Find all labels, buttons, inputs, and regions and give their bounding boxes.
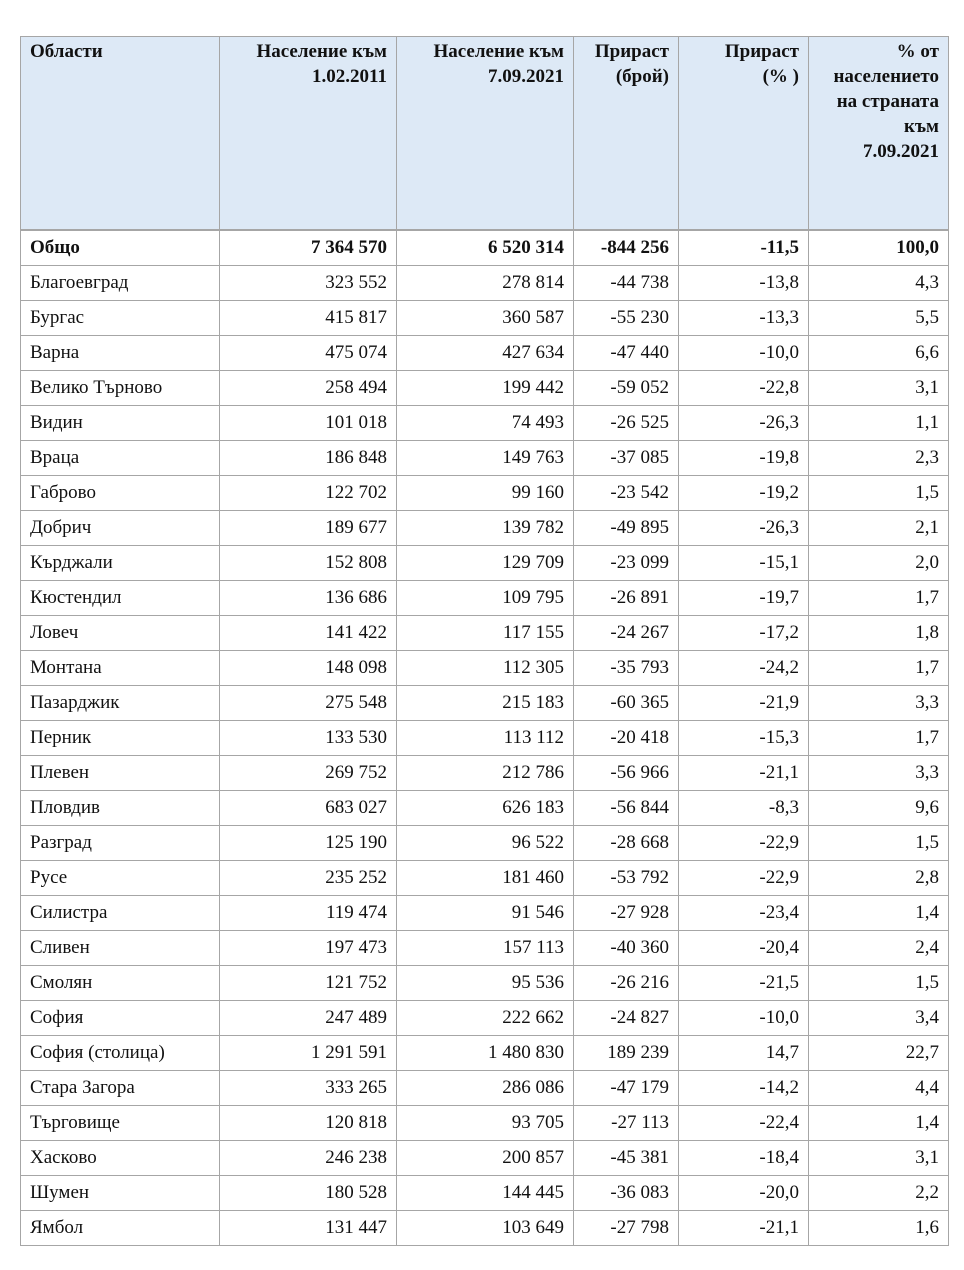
- table-row: [21, 336, 949, 371]
- region-name-cell: Ловеч: [21, 616, 220, 651]
- region-name-cell: Враца: [21, 441, 220, 476]
- population-2021-cell: 139 782: [397, 511, 574, 546]
- population-2021-cell: 199 442: [397, 371, 574, 406]
- region-name-cell: Русе: [21, 861, 220, 896]
- growth-count-cell: -24 827: [574, 1001, 679, 1036]
- share-of-country-cell: 1,5: [809, 966, 949, 1001]
- share-of-country-cell: 1,5: [809, 826, 949, 861]
- population-2011-cell: 275 548: [220, 686, 397, 721]
- growth-percent-cell: -23,4: [679, 896, 809, 931]
- growth-percent-cell: -17,2: [679, 616, 809, 651]
- population-2011-cell: 415 817: [220, 301, 397, 336]
- table-row: [21, 301, 949, 336]
- growth-percent-cell: -20,4: [679, 931, 809, 966]
- table-row: [21, 791, 949, 826]
- growth-percent-cell: -26,3: [679, 511, 809, 546]
- region-name-cell: Пазарджик: [21, 686, 220, 721]
- population-2011-cell: 121 752: [220, 966, 397, 1001]
- population-2021-cell: 117 155: [397, 616, 574, 651]
- population-2021-cell: 212 786: [397, 756, 574, 791]
- growth-percent-cell: -19,8: [679, 441, 809, 476]
- table-row: [21, 931, 949, 966]
- population-2011-cell: 683 027: [220, 791, 397, 826]
- region-name-cell: София (столица): [21, 1036, 220, 1071]
- table-header: [21, 37, 949, 231]
- share-of-country-cell: 2,3: [809, 441, 949, 476]
- growth-count-cell: -35 793: [574, 651, 679, 686]
- population-2011-cell: 141 422: [220, 616, 397, 651]
- region-name-cell: Разград: [21, 826, 220, 861]
- header-population-2011: Население към 1.02.2011: [220, 37, 397, 231]
- region-name-cell: Хасково: [21, 1141, 220, 1176]
- total-growth-percent: -11,5: [679, 230, 809, 266]
- table-row: [21, 616, 949, 651]
- share-of-country-cell: 9,6: [809, 791, 949, 826]
- table-row: [21, 651, 949, 686]
- share-of-country-cell: 1,5: [809, 476, 949, 511]
- population-2011-cell: 131 447: [220, 1211, 397, 1246]
- region-name-cell: Добрич: [21, 511, 220, 546]
- growth-percent-cell: -21,1: [679, 756, 809, 791]
- table-row: [21, 966, 949, 1001]
- growth-count-cell: -28 668: [574, 826, 679, 861]
- table-row: [21, 476, 949, 511]
- population-2021-cell: 222 662: [397, 1001, 574, 1036]
- growth-percent-cell: -18,4: [679, 1141, 809, 1176]
- population-2011-cell: 189 677: [220, 511, 397, 546]
- share-of-country-cell: 4,4: [809, 1071, 949, 1106]
- population-2011-cell: 323 552: [220, 266, 397, 301]
- table-row: [21, 1001, 949, 1036]
- population-2011-cell: 197 473: [220, 931, 397, 966]
- growth-count-cell: -56 844: [574, 791, 679, 826]
- share-of-country-cell: 2,2: [809, 1176, 949, 1211]
- share-of-country-cell: 1,4: [809, 896, 949, 931]
- table-row: [21, 896, 949, 931]
- share-of-country-cell: 1,6: [809, 1211, 949, 1246]
- growth-count-cell: -20 418: [574, 721, 679, 756]
- share-of-country-cell: 2,0: [809, 546, 949, 581]
- growth-percent-cell: -22,4: [679, 1106, 809, 1141]
- header-row: [21, 37, 949, 231]
- growth-count-cell: -53 792: [574, 861, 679, 896]
- growth-count-cell: -37 085: [574, 441, 679, 476]
- growth-count-cell: -26 525: [574, 406, 679, 441]
- share-of-country-cell: 2,8: [809, 861, 949, 896]
- population-2021-cell: 286 086: [397, 1071, 574, 1106]
- region-name-cell: Варна: [21, 336, 220, 371]
- table-row: [21, 266, 949, 301]
- table-row: [21, 511, 949, 546]
- growth-percent-cell: -21,1: [679, 1211, 809, 1246]
- population-2021-cell: 1 480 830: [397, 1036, 574, 1071]
- share-of-country-cell: 3,1: [809, 1141, 949, 1176]
- table-row: [21, 1176, 949, 1211]
- region-name-cell: Търговище: [21, 1106, 220, 1141]
- table-row: [21, 756, 949, 791]
- table-row: [21, 721, 949, 756]
- growth-percent-cell: -10,0: [679, 1001, 809, 1036]
- header-growth-count: Прираст (брой): [574, 37, 679, 231]
- share-of-country-cell: 3,3: [809, 686, 949, 721]
- region-name-cell: Силистра: [21, 896, 220, 931]
- table-row: [21, 441, 949, 476]
- growth-percent-cell: -22,9: [679, 861, 809, 896]
- header-share-of-country: % от населението на страната към 7.09.2021: [809, 37, 949, 231]
- total-row: [21, 230, 949, 266]
- growth-percent-cell: -8,3: [679, 791, 809, 826]
- total-population-2021: 6 520 314: [397, 230, 574, 266]
- share-of-country-cell: 3,3: [809, 756, 949, 791]
- region-name-cell: Сливен: [21, 931, 220, 966]
- growth-percent-cell: 14,7: [679, 1036, 809, 1071]
- region-name-cell: Кюстендил: [21, 581, 220, 616]
- growth-percent-cell: -10,0: [679, 336, 809, 371]
- population-2011-cell: 119 474: [220, 896, 397, 931]
- region-name-cell: Перник: [21, 721, 220, 756]
- share-of-country-cell: 3,1: [809, 371, 949, 406]
- population-2011-cell: 258 494: [220, 371, 397, 406]
- population-2011-cell: 152 808: [220, 546, 397, 581]
- share-of-country-cell: 6,6: [809, 336, 949, 371]
- population-2021-cell: 99 160: [397, 476, 574, 511]
- growth-count-cell: -44 738: [574, 266, 679, 301]
- population-2011-cell: 133 530: [220, 721, 397, 756]
- population-2011-cell: 122 702: [220, 476, 397, 511]
- population-2021-cell: 200 857: [397, 1141, 574, 1176]
- population-2011-cell: 136 686: [220, 581, 397, 616]
- population-2021-cell: 626 183: [397, 791, 574, 826]
- growth-percent-cell: -15,1: [679, 546, 809, 581]
- population-2011-cell: 101 018: [220, 406, 397, 441]
- share-of-country-cell: 1,7: [809, 721, 949, 756]
- population-2021-cell: 215 183: [397, 686, 574, 721]
- population-2021-cell: 112 305: [397, 651, 574, 686]
- population-2021-cell: 144 445: [397, 1176, 574, 1211]
- share-of-country-cell: 2,1: [809, 511, 949, 546]
- table-row: [21, 861, 949, 896]
- region-name-cell: Ямбол: [21, 1211, 220, 1246]
- population-2021-cell: 95 536: [397, 966, 574, 1001]
- population-2011-cell: 246 238: [220, 1141, 397, 1176]
- table-body: [21, 230, 949, 1246]
- growth-percent-cell: -26,3: [679, 406, 809, 441]
- growth-count-cell: -60 365: [574, 686, 679, 721]
- growth-percent-cell: -21,9: [679, 686, 809, 721]
- header-growth-percent: Прираст (% ): [679, 37, 809, 231]
- growth-count-cell: -59 052: [574, 371, 679, 406]
- population-2021-cell: 103 649: [397, 1211, 574, 1246]
- region-name-cell: Смолян: [21, 966, 220, 1001]
- growth-percent-cell: -22,9: [679, 826, 809, 861]
- table-row: [21, 686, 949, 721]
- population-2021-cell: 91 546: [397, 896, 574, 931]
- population-2011-cell: 269 752: [220, 756, 397, 791]
- growth-percent-cell: -19,7: [679, 581, 809, 616]
- population-2021-cell: 149 763: [397, 441, 574, 476]
- growth-count-cell: -27 113: [574, 1106, 679, 1141]
- population-2021-cell: 96 522: [397, 826, 574, 861]
- growth-percent-cell: -13,3: [679, 301, 809, 336]
- population-2021-cell: 129 709: [397, 546, 574, 581]
- growth-percent-cell: -24,2: [679, 651, 809, 686]
- growth-count-cell: -45 381: [574, 1141, 679, 1176]
- region-name-cell: Бургас: [21, 301, 220, 336]
- growth-count-cell: -36 083: [574, 1176, 679, 1211]
- table-row: [21, 1211, 949, 1246]
- region-name-cell: Велико Търново: [21, 371, 220, 406]
- growth-count-cell: -26 891: [574, 581, 679, 616]
- population-table: [20, 36, 949, 1246]
- growth-count-cell: -23 099: [574, 546, 679, 581]
- growth-count-cell: -47 179: [574, 1071, 679, 1106]
- total-population-2011: 7 364 570: [220, 230, 397, 266]
- population-2021-cell: 113 112: [397, 721, 574, 756]
- share-of-country-cell: 5,5: [809, 301, 949, 336]
- share-of-country-cell: 2,4: [809, 931, 949, 966]
- population-2011-cell: 120 818: [220, 1106, 397, 1141]
- population-2021-cell: 93 705: [397, 1106, 574, 1141]
- growth-count-cell: -49 895: [574, 511, 679, 546]
- region-name-cell: Кърджали: [21, 546, 220, 581]
- growth-percent-cell: -13,8: [679, 266, 809, 301]
- table-row: [21, 1106, 949, 1141]
- table-row: [21, 371, 949, 406]
- population-2011-cell: 475 074: [220, 336, 397, 371]
- region-name-cell: Видин: [21, 406, 220, 441]
- growth-count-cell: -55 230: [574, 301, 679, 336]
- growth-count-cell: -27 798: [574, 1211, 679, 1246]
- table-row: [21, 1141, 949, 1176]
- growth-percent-cell: -19,2: [679, 476, 809, 511]
- growth-percent-cell: -21,5: [679, 966, 809, 1001]
- table-row: [21, 1071, 949, 1106]
- population-2021-cell: 360 587: [397, 301, 574, 336]
- population-2011-cell: 148 098: [220, 651, 397, 686]
- growth-count-cell: -40 360: [574, 931, 679, 966]
- growth-percent-cell: -14,2: [679, 1071, 809, 1106]
- share-of-country-cell: 1,8: [809, 616, 949, 651]
- region-name-cell: Плевен: [21, 756, 220, 791]
- population-2011-cell: 235 252: [220, 861, 397, 896]
- region-name-cell: Пловдив: [21, 791, 220, 826]
- total-share: 100,0: [809, 230, 949, 266]
- table-row: [21, 1036, 949, 1071]
- header-region: Области: [21, 37, 220, 231]
- region-name-cell: София: [21, 1001, 220, 1036]
- growth-percent-cell: -22,8: [679, 371, 809, 406]
- population-2021-cell: 74 493: [397, 406, 574, 441]
- population-2011-cell: 186 848: [220, 441, 397, 476]
- population-2021-cell: 278 814: [397, 266, 574, 301]
- growth-count-cell: -23 542: [574, 476, 679, 511]
- total-label: Общо: [21, 230, 220, 266]
- growth-count-cell: 189 239: [574, 1036, 679, 1071]
- share-of-country-cell: 22,7: [809, 1036, 949, 1071]
- population-2021-cell: 427 634: [397, 336, 574, 371]
- header-population-2021: Население към 7.09.2021: [397, 37, 574, 231]
- population-2011-cell: 1 291 591: [220, 1036, 397, 1071]
- population-2021-cell: 109 795: [397, 581, 574, 616]
- share-of-country-cell: 3,4: [809, 1001, 949, 1036]
- table-row: [21, 406, 949, 441]
- growth-count-cell: -56 966: [574, 756, 679, 791]
- growth-count-cell: -26 216: [574, 966, 679, 1001]
- population-2011-cell: 180 528: [220, 1176, 397, 1211]
- share-of-country-cell: 4,3: [809, 266, 949, 301]
- share-of-country-cell: 1,1: [809, 406, 949, 441]
- region-name-cell: Габрово: [21, 476, 220, 511]
- share-of-country-cell: 1,7: [809, 581, 949, 616]
- population-2011-cell: 333 265: [220, 1071, 397, 1106]
- growth-percent-cell: -20,0: [679, 1176, 809, 1211]
- share-of-country-cell: 1,4: [809, 1106, 949, 1141]
- population-2021-cell: 157 113: [397, 931, 574, 966]
- table-row: [21, 826, 949, 861]
- region-name-cell: Стара Загора: [21, 1071, 220, 1106]
- growth-count-cell: -24 267: [574, 616, 679, 651]
- population-2021-cell: 181 460: [397, 861, 574, 896]
- population-2011-cell: 247 489: [220, 1001, 397, 1036]
- table-row: [21, 581, 949, 616]
- total-growth-count: -844 256: [574, 230, 679, 266]
- region-name-cell: Благоевград: [21, 266, 220, 301]
- population-2011-cell: 125 190: [220, 826, 397, 861]
- table-row: [21, 546, 949, 581]
- region-name-cell: Монтана: [21, 651, 220, 686]
- growth-count-cell: -27 928: [574, 896, 679, 931]
- share-of-country-cell: 1,7: [809, 651, 949, 686]
- growth-percent-cell: -15,3: [679, 721, 809, 756]
- region-name-cell: Шумен: [21, 1176, 220, 1211]
- growth-count-cell: -47 440: [574, 336, 679, 371]
